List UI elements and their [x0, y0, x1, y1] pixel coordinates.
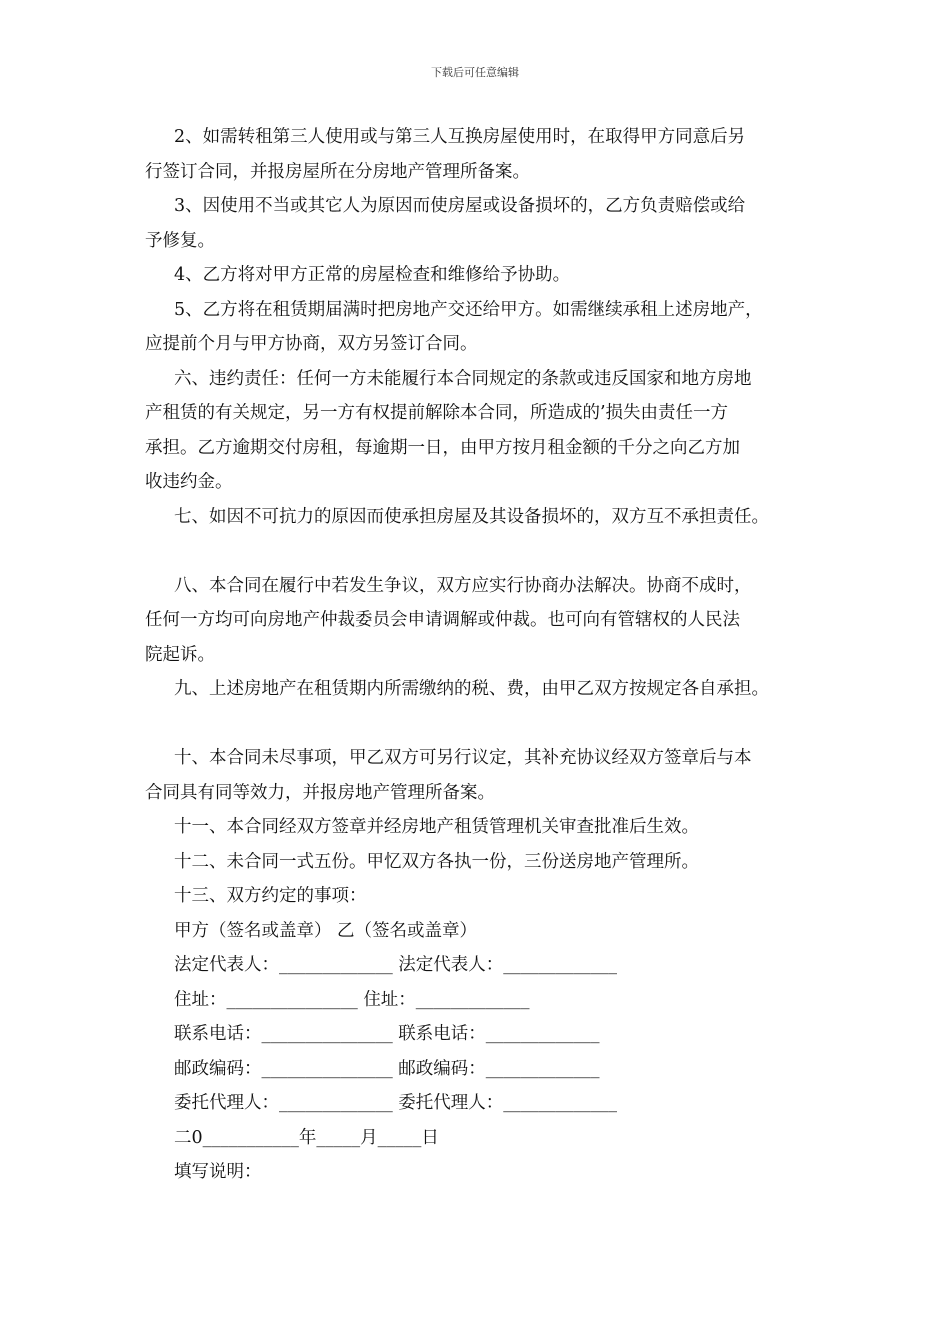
text-line: 甲方（签名或盖章） 乙（签名或盖章） — [174, 920, 478, 941]
text-line: 4、乙方将对甲方正常的房屋检查和维修给予协助。 — [174, 265, 571, 285]
text-line: 联系电话：_______________ 联系电话：_____________ — [174, 1024, 600, 1044]
text-line: 二0___________年_____月_____日 — [174, 1127, 439, 1148]
text-line: 邮政编码：_______________ 邮政编码：_____________ — [174, 1058, 600, 1079]
text-line: 产租赁的有关规定，另一方有权提前解除本合同，所造成的’损失由责任一方 — [145, 403, 729, 423]
text-line: 七、如因不可抗力的原因而使承担房屋及其设备损坏的，双方互不承担责任。 — [174, 506, 769, 527]
text-line: 予修复。 — [145, 230, 215, 251]
text-line: 八、本合同在履行中若发生争议，双方应实行协商办法解决。协商不成时， — [174, 575, 752, 596]
text-line: 行签订合同，并报房屋所在分房地产管理所备案。 — [145, 161, 530, 182]
text-line: 任何一方均可向房地产仲裁委员会申请调解或仲裁。也可向有管辖权的人民法 — [145, 610, 740, 630]
text-line: 合同具有同等效力，并报房地产管理所备案。 — [145, 782, 495, 803]
page-header: 下载后可任意编辑 — [431, 66, 519, 79]
blank-line — [145, 534, 825, 569]
text-line: 九、上述房地产在租赁期内所需缴纳的税、费，由甲乙双方按规定各自承担。 — [174, 679, 769, 699]
text-line: 法定代表人：_____________ 法定代表人：_____________ — [174, 955, 618, 975]
text-line: 承担。乙方逾期交付房租，每逾期一日，由甲方按月租金额的千分之向乙方加 — [145, 437, 740, 458]
document-body — [145, 120, 825, 1190]
text-line: 应提前个月与甲方协商，双方另签订合同。 — [145, 334, 478, 354]
text-line: 六、违约责任：任何一方未能履行本合同规定的条款或违反国家和地方房地 — [174, 368, 752, 389]
text-line: 2、如需转租第三人使用或与第三人互换房屋使用时，在取得甲方同意后另 — [174, 127, 746, 147]
text-line: 十、本合同未尽事项，甲乙双方可另行议定，其补充协议经双方签章后与本 — [174, 748, 752, 768]
blank-line — [145, 707, 825, 742]
text-line: 5、乙方将在租赁期届满时把房地产交还给甲方。如需继续承租上述房地产， — [174, 299, 763, 320]
text-line: 住址：_______________ 住址：_____________ — [174, 989, 530, 1010]
text-line: 委托代理人：_____________ 委托代理人：_____________ — [174, 1093, 618, 1113]
text-line: 收违约金。 — [145, 472, 233, 492]
text-line: 填写说明： — [174, 1162, 262, 1182]
text-line: 3、因使用不当或其它人为原因而使房屋或设备损坏的，乙方负责赔偿或给 — [174, 196, 746, 216]
text-line: 十一、本合同经双方签章并经房地产租赁管理机关审查批准后生效。 — [174, 817, 699, 837]
text-line: 院起诉。 — [145, 644, 215, 665]
text-line: 十二、未合同一式五份。甲忆双方各执一份，三份送房地产管理所。 — [174, 851, 699, 872]
text-line: 十三、双方约定的事项： — [174, 886, 367, 906]
